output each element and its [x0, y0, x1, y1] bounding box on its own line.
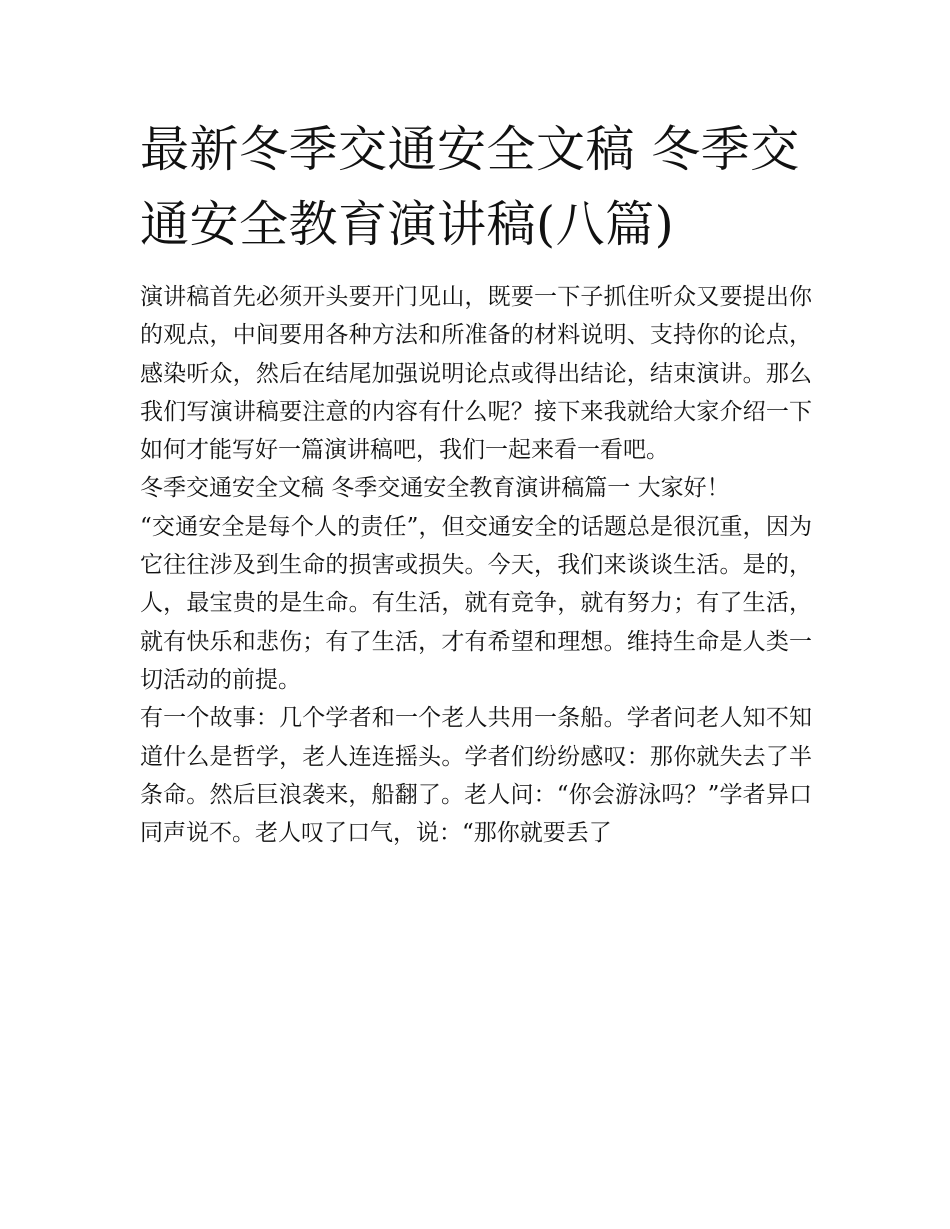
- document-body: [140, 278, 812, 852]
- intro-paragraph: 演讲稿首先必须开头要开门见山，既要一下子抓住听众又要提出你的观点，中间要用各种方法和所准备的材料说明、支持你的论点，感染听众，然后在结尾加强说明论点或得出结论，结束演讲。那么我们写演讲稿要注意的内容有什么呢？接下来我就给大家介绍一下如何才能写好一篇演讲稿吧，我们一起来看一看吧。: [140, 284, 812, 464]
- body-paragraph: “交通安全是每个人的责任”，但交通安全的话题总是很沉重，因为它往往涉及到生命的损害或损失。今天，我们来谈谈生活。是的，人，最宝贵的是生命。有生活，就有竞争，就有努力；有了生活，就有快乐和悲伤；有了生活，才有希望和理想。维持生命是人类一切活动的前提。: [140, 513, 812, 693]
- story-paragraph: 有一个故事：几个学者和一个老人共用一条船。学者问老人知不知道什么是哲学，老人连连摇头。学者们纷纷感叹：那你就失去了半条命。然后巨浪袭来，船翻了。老人问：“你会游泳吗？”学者异口同声说不。老人叹了口气，说：“那你就要丢了: [140, 705, 812, 847]
- document-title: 最新冬季交通安全文稿 冬季交通安全教育演讲稿(八篇): [140, 121, 800, 253]
- section-heading-paragraph: 冬季交通安全文稿 冬季交通安全教育演讲稿篇一 大家好！: [140, 475, 730, 502]
- document-page: [140, 112, 812, 852]
